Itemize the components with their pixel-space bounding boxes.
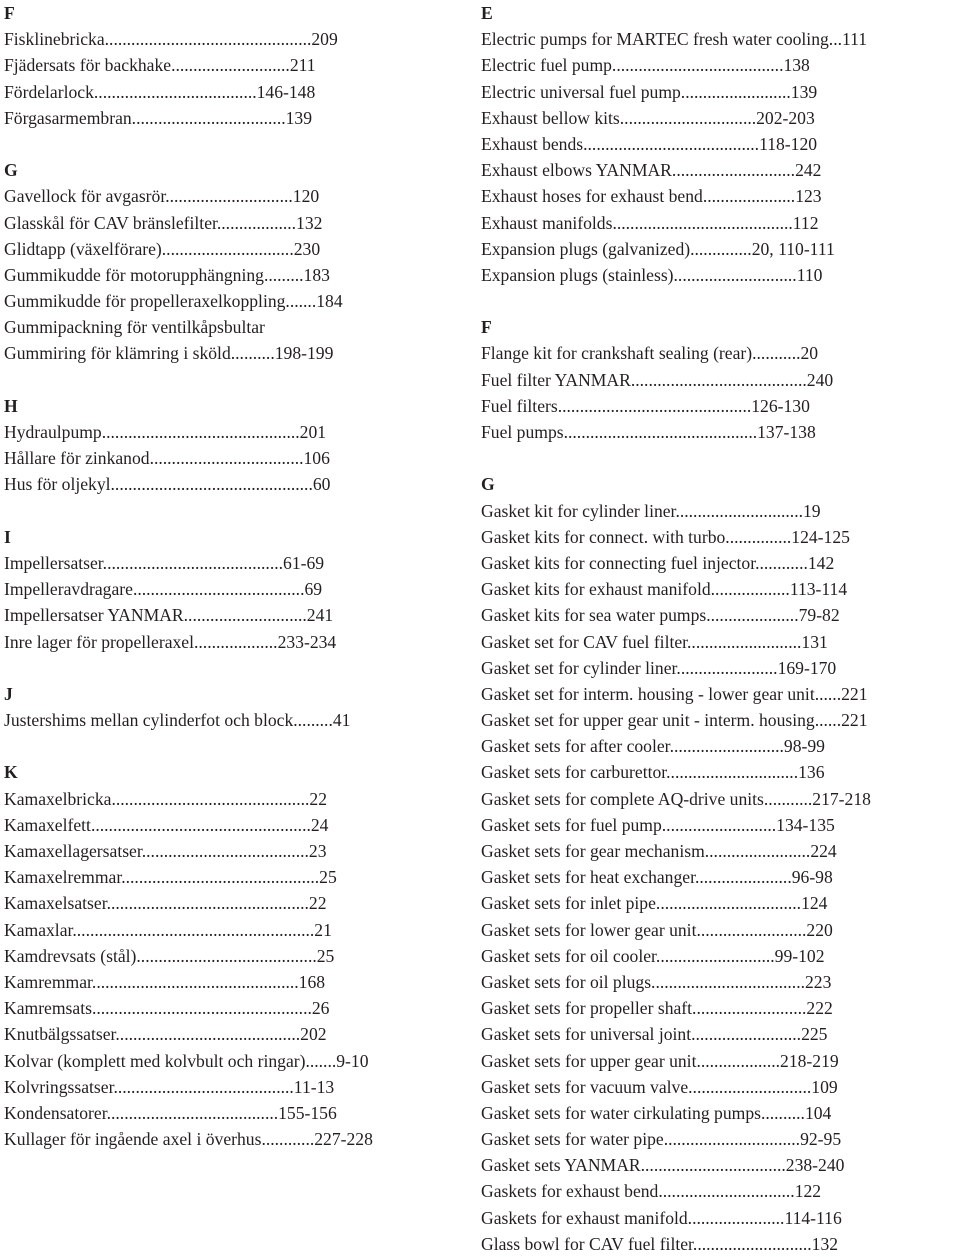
index-entry: Gaskets for exhaust manifold......................114-116	[481, 1207, 842, 1228]
index-entry: Expansion plugs (galvanized)..............20, 110-111	[481, 238, 835, 259]
index-entry: Kamaxlar.......................................................21	[4, 919, 332, 940]
index-section-letter: K	[4, 762, 18, 783]
index-entry: Kamaxelsatser..............................................22	[4, 893, 327, 914]
index-spacer	[4, 498, 460, 524]
index-entry: Gasket set for upper gear unit - interm. housing......221	[481, 710, 868, 731]
index-entry: Gummikudde för propelleraxelkoppling.......184	[4, 291, 343, 312]
index-entry: Gummipackning för ventilkåpsbultar	[4, 317, 265, 338]
index-entry: Electric universal fuel pump.........................139	[481, 81, 818, 102]
index-section-letter: F	[481, 317, 492, 338]
index-section-letter: J	[4, 683, 13, 704]
index-entry: Gasket sets for propeller shaft..........................222	[481, 998, 833, 1019]
index-entry: Kolvringssatser.........................................11-13	[4, 1076, 335, 1097]
index-column-swedish	[4, 0, 460, 1152]
index-entry: Glasskål för CAV bränslefilter..................132	[4, 212, 323, 233]
index-entry: Gasket sets for carburettor..............................136	[481, 762, 825, 783]
index-section-letter: G	[4, 160, 18, 181]
index-entry: Hållare för zinkanod...................................106	[4, 448, 330, 469]
index-section-letter: H	[4, 395, 18, 416]
index-entry: Gasket kit for cylinder liner.............................19	[481, 500, 821, 521]
index-entry: Fuel pumps............................................137-138	[481, 422, 816, 442]
index-entry: Gasket sets for oil plugs...................................223	[481, 971, 832, 992]
index-entry: Gasket sets for water cirkulating pumps..........104	[481, 1102, 832, 1123]
index-entry: Gasket kits for exhaust manifold..................113-114	[481, 579, 848, 600]
index-entry: Impellersatser YANMAR............................241	[4, 605, 334, 626]
index-entry: Gasket sets for lower gear unit.........................220	[481, 919, 833, 940]
index-column-english	[481, 0, 955, 1257]
index-entry: Gasket sets for fuel pump..........................134-135	[481, 814, 835, 835]
index-entry: Exhaust hoses for exhaust bend.....................123	[481, 186, 822, 207]
index-entry: Exhaust elbows YANMAR............................242	[481, 160, 822, 181]
index-entry: Exhaust bends........................................118-120	[481, 133, 818, 154]
index-entry: Gummikudde för motorupphängning.........183	[4, 264, 330, 285]
index-entry: Gasket sets for vacuum valve............................109	[481, 1076, 838, 1097]
index-entry: Inre lager för propelleraxel...................233-234	[4, 631, 337, 652]
index-entry: Fuel filter YANMAR........................................240	[481, 369, 834, 390]
index-entry: Gasket kits for connecting fuel injector............142	[481, 552, 835, 573]
index-entry: Kondensatorer.......................................155-156	[4, 1102, 337, 1123]
index-entry: Electric pumps for MARTEC fresh water cooling...111	[481, 29, 868, 50]
index-entry: Gasket kits for sea water pumps.....................79-82	[481, 605, 840, 626]
index-spacer	[4, 733, 460, 759]
index-entry: Gasket sets for upper gear unit...................218-219	[481, 1050, 839, 1071]
index-entry: Förgasarmembran...................................139	[4, 107, 313, 128]
index-entry: Hydraulpump.............................................201	[4, 422, 327, 442]
index-entry: Knutbälgssatser..........................................202	[4, 1024, 327, 1045]
index-entry: Impellersatser.........................................61-69	[4, 552, 325, 573]
index-section-letter: E	[481, 3, 493, 23]
index-entry: Gasket sets for gear mechanism........................224	[481, 841, 837, 861]
index-entry: Gavellock för avgasrör.............................120	[4, 186, 320, 207]
index-entry: Kamaxelfett..................................................24	[4, 814, 329, 835]
index-entry: Gasket set for interm. housing - lower gear unit......221	[481, 683, 868, 704]
index-entry: Fjädersats för backhake...........................211	[4, 55, 316, 76]
index-entry: Exhaust manifolds.........................................112	[481, 212, 819, 233]
index-entry: Gasket sets for inlet pipe.................................124	[481, 893, 828, 914]
index-spacer	[481, 445, 955, 471]
index-entry: Gasket sets for oil cooler...........................99-102	[481, 945, 825, 966]
index-entry: Kamremsats..................................................26	[4, 998, 330, 1019]
index-entry: Gasket sets for water pipe...............................92-95	[481, 1129, 842, 1150]
index-entry: Glidtapp (växelförare)..............................230	[4, 238, 321, 259]
index-entry: Kamaxelbricka.............................................22	[4, 788, 327, 809]
index-spacer	[481, 288, 955, 314]
index-entry: Kamaxellagersatser......................................23	[4, 841, 327, 861]
index-entry: Gasket sets for after cooler..........................98-99	[481, 736, 825, 757]
index-section-letter: I	[4, 526, 11, 547]
index-entry: Impelleravdragare.......................................69	[4, 579, 323, 600]
index-section-letter: F	[4, 3, 15, 23]
index-entry: Expansion plugs (stainless)............................110	[481, 264, 823, 285]
index-entry: Kamremmar...............................................168	[4, 971, 326, 992]
index-entry: Gasket kits for connect. with turbo...............124-125	[481, 526, 850, 547]
index-entry: Flange kit for crankshaft sealing (rear)...........20	[481, 343, 819, 364]
index-entry: Kolvar (komplett med kolvbult och ringar).......9-10	[4, 1050, 369, 1071]
index-entry: Gasket sets for universal joint.........................225	[481, 1024, 828, 1045]
index-entry: Hus för oljekyl..............................................60	[4, 474, 331, 495]
index-spacer	[4, 131, 460, 157]
index-entry: Fisklinebricka...............................................209	[4, 29, 338, 50]
index-entry: Kamaxelremmar.............................................25	[4, 867, 337, 888]
index-entry: Gasket set for CAV fuel filter..........................131	[481, 631, 828, 652]
index-entry: Fuel filters............................................126-130	[481, 395, 810, 416]
index-entry: Gasket sets for heat exchanger......................96-98	[481, 867, 833, 888]
index-entry: Gasket sets YANMAR.................................238-240	[481, 1155, 845, 1176]
index-entry: Gasket sets for complete AQ-drive units...........217-218	[481, 788, 871, 809]
index-entry: Gummiring för klämring i sköld..........198-199	[4, 343, 334, 364]
index-entry: Gasket set for cylinder liner.......................169-170	[481, 657, 837, 678]
index-entry: Fördelarlock.....................................146-148	[4, 81, 316, 102]
index-entry: Kamdrevsats (stål).........................................25	[4, 945, 335, 966]
index-entry: Electric fuel pump.......................................138	[481, 55, 810, 76]
index-spacer	[4, 655, 460, 681]
index-entry: Gaskets for exhaust bend...............................122	[481, 1181, 822, 1202]
index-section-letter: G	[481, 474, 495, 495]
index-entry: Exhaust bellow kits...............................202-203	[481, 107, 815, 128]
index-spacer	[4, 367, 460, 393]
index-entry: Glass bowl for CAV fuel filter...........................132	[481, 1233, 839, 1254]
index-entry: Justershims mellan cylinderfot och block.........41	[4, 710, 351, 731]
index-entry: Kullager för ingående axel i överhus............227-228	[4, 1129, 373, 1150]
